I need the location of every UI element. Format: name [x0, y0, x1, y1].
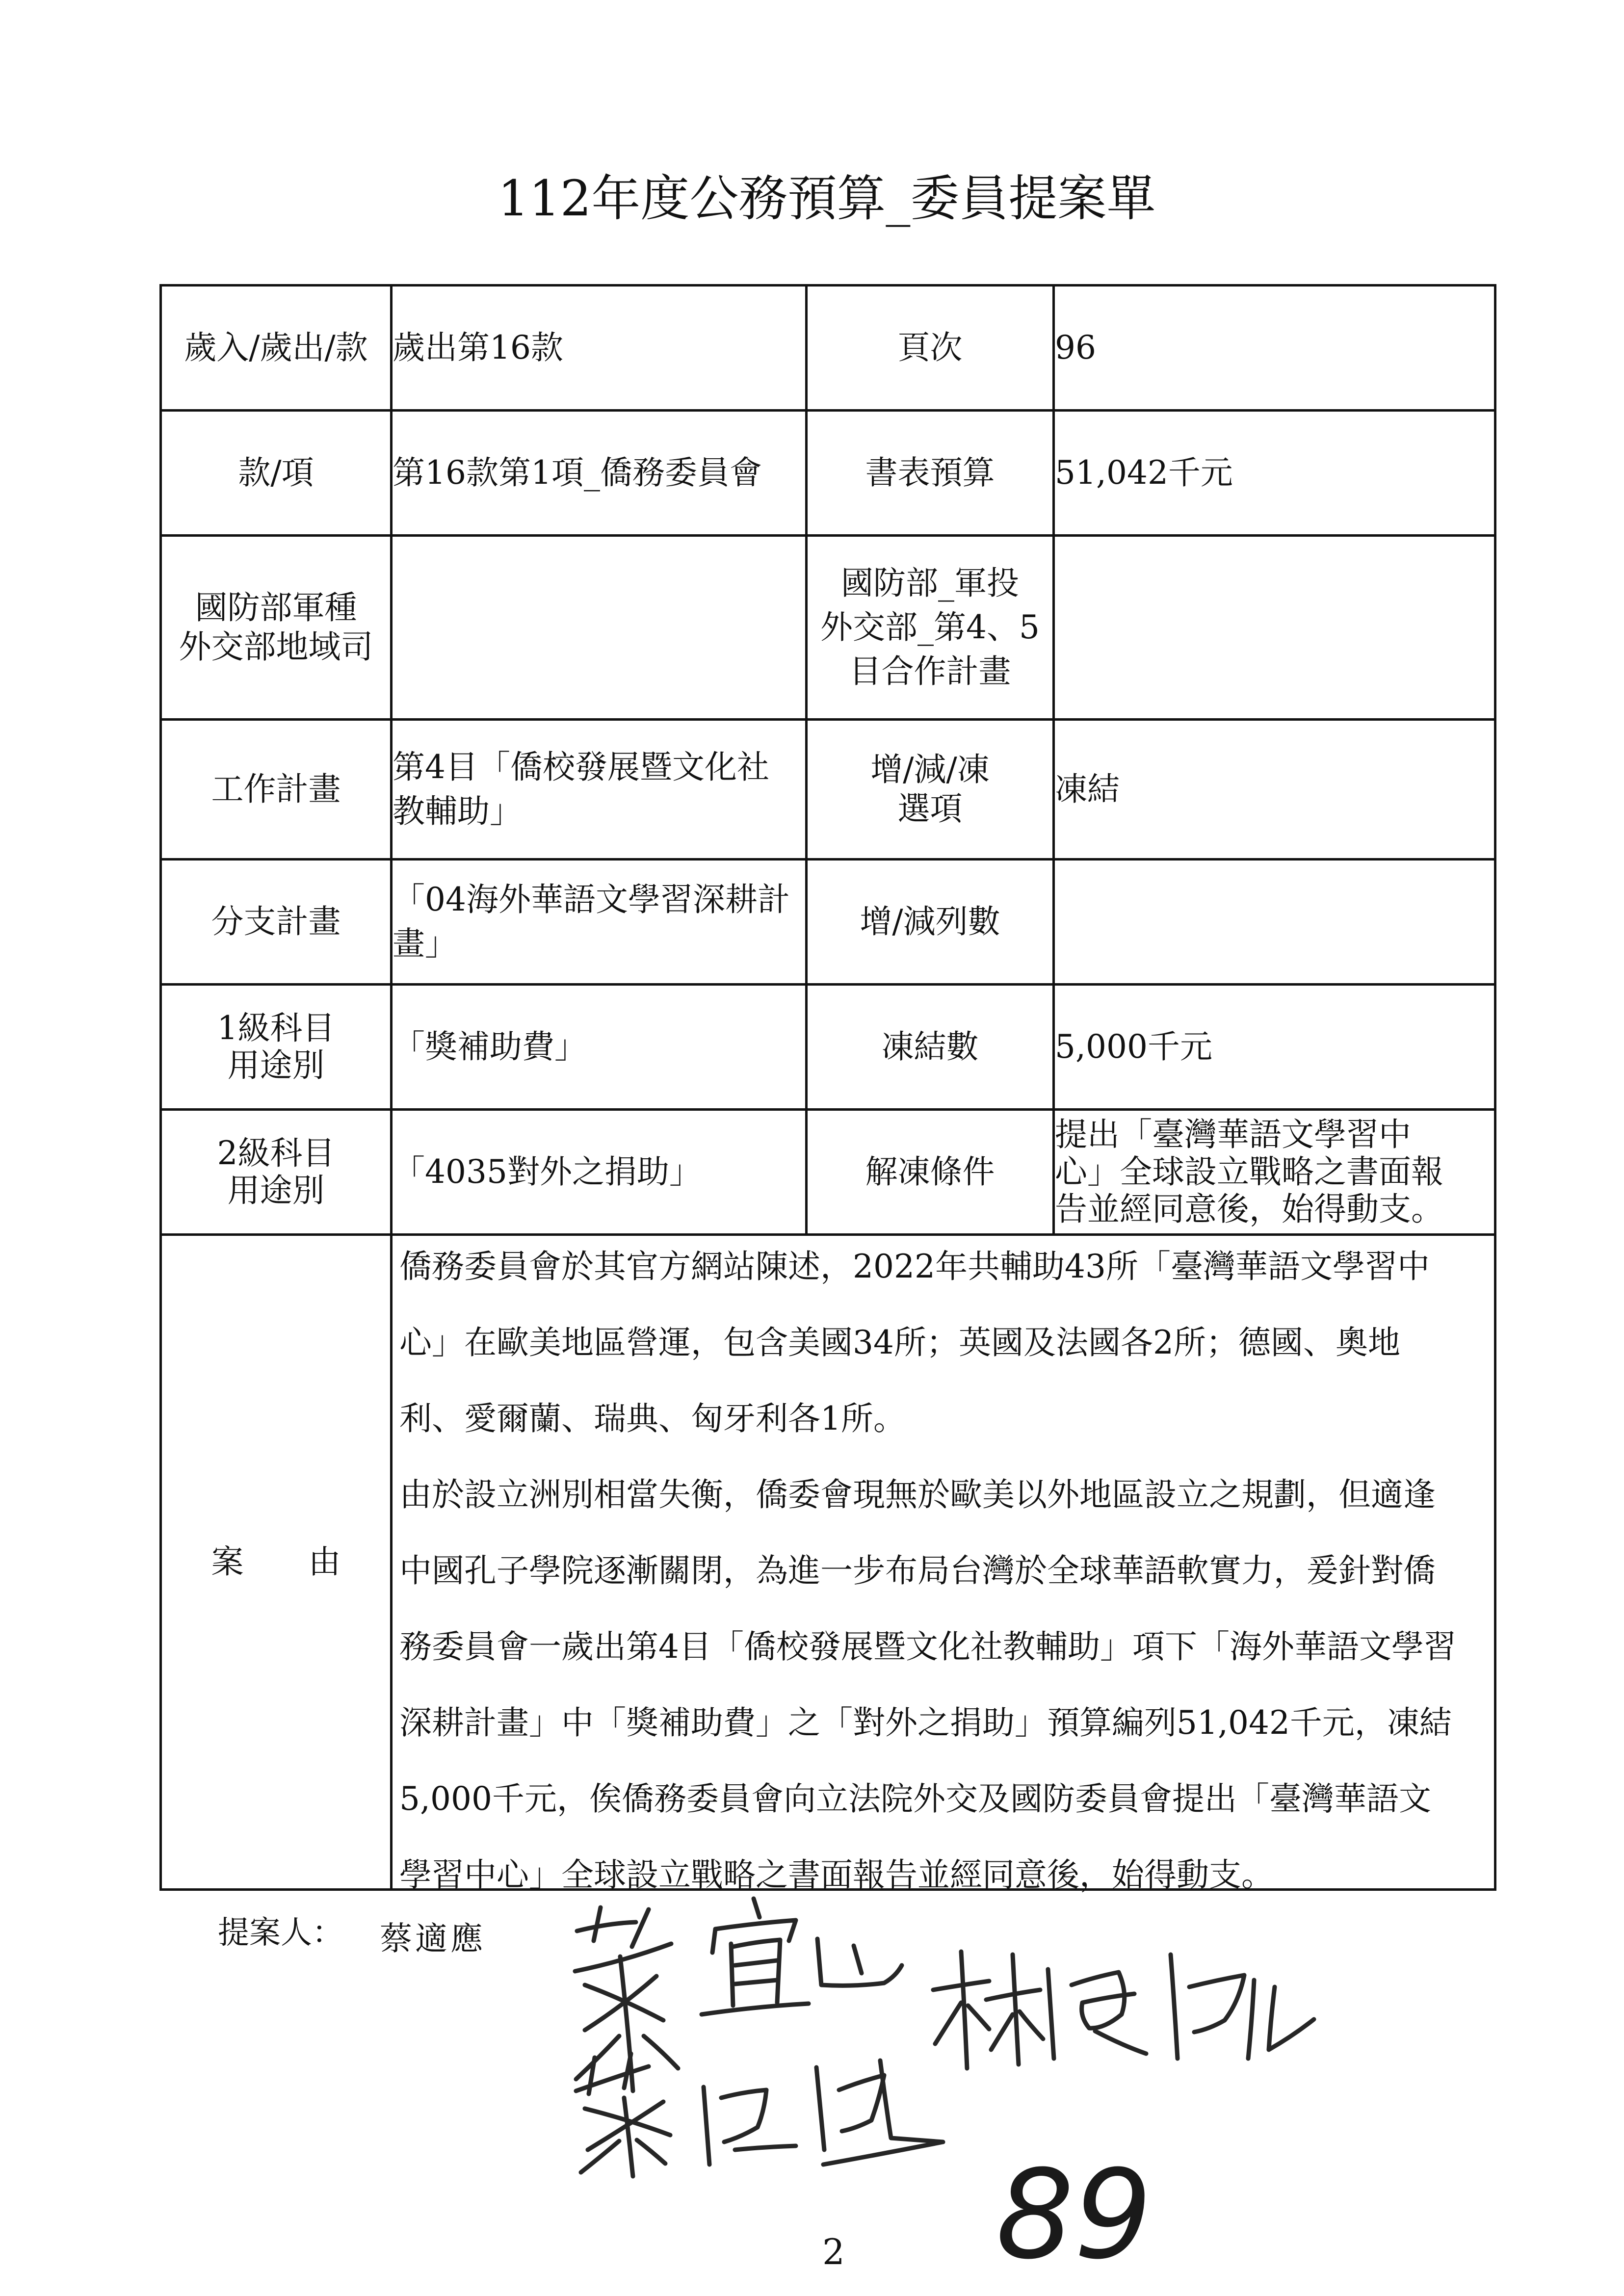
section-item-value [392, 411, 807, 536]
branch-plan-value-line-2: 畫」 [393, 925, 457, 963]
budget-type-value [392, 286, 807, 411]
frozen-amount-value [1054, 985, 1495, 1110]
page-title: 112年度公務預算_委員提案單 [498, 170, 1156, 227]
military-regional-label-line-2: 外交部地域司 [179, 628, 373, 666]
level1-subject-value-text: 「獎補助費」 [393, 1028, 587, 1066]
branch-plan-label-text: 分支計畫 [211, 903, 341, 940]
statement-budget-value [1054, 411, 1495, 536]
case-reason-label [161, 1235, 392, 1890]
cooperation-plan-value [1054, 536, 1495, 720]
frozen-amount-label [807, 985, 1054, 1110]
reason-line: 學習中心」全球設立戰略之書面報告並經同意後，始得動支。 [399, 1855, 1274, 1894]
work-plan-value-line-1: 第4目「僑校發展暨文化社 [393, 748, 769, 786]
budget-type-value-text: 歲出第16款 [393, 329, 563, 366]
level1-subject-value [392, 985, 807, 1110]
statement-budget-value-text: 51,042千元 [1055, 454, 1233, 492]
unfreeze-condition-value-line-1: 提出「臺灣華語文學習中 [1055, 1116, 1411, 1153]
reason-line: 中國孔子學院逐漸關閉，為進一步布局台灣於全球華語軟實力，爰針對僑 [399, 1551, 1436, 1590]
signature-3 [576, 2054, 943, 2176]
level2-subject-label [161, 1110, 392, 1235]
row-branch-plan [161, 860, 1495, 985]
level2-subject-label-line-2: 用途別 [227, 1172, 325, 1209]
level2-subject-label-line-1: 2級科目 [217, 1134, 335, 1172]
reason-paragraph-2 [399, 1457, 1456, 1913]
cooperation-plan-label-line-2: 外交部_第4、5 [820, 608, 1040, 646]
row-level2-subject [161, 1110, 1495, 1235]
unfreeze-condition-label-text: 解凍條件 [865, 1153, 995, 1191]
adjust-amount-value [1054, 860, 1495, 985]
signature-1 [575, 1899, 902, 2091]
reason-paragraph-1 [399, 1228, 1456, 1457]
section-item-value-text: 第16款第1項_僑務委員會 [393, 454, 762, 492]
branch-plan-label [161, 860, 392, 985]
page-ref-label [807, 286, 1054, 411]
military-regional-label [161, 536, 392, 720]
frozen-amount-label-text: 凍結數 [881, 1028, 979, 1066]
work-plan-label-text: 工作計畫 [211, 770, 341, 808]
frozen-amount-value-text: 5,000千元 [1055, 1028, 1212, 1066]
page-ref-value-text: 96 [1055, 329, 1096, 366]
row-section-item [161, 411, 1495, 536]
branch-plan-value [392, 860, 807, 985]
adjust-option-label-line-1: 增/減/凍 [870, 751, 990, 788]
adjust-amount-label [807, 860, 1054, 985]
reason-line: 5,000千元，俟僑務委員會向立法院外交及國防委員會提出「臺灣華語文 [399, 1779, 1431, 1818]
row-work-plan [161, 720, 1495, 860]
case-reason-label-text: 案 由 [211, 1543, 341, 1581]
handwritten-signatures [540, 1889, 1349, 2208]
reason-line: 務委員會一歲出第4目「僑校發展暨文化社教輔助」項下「海外華語文學習 [399, 1627, 1456, 1666]
case-reason-body [393, 1237, 1494, 1894]
cooperation-plan-label-line-3: 目合作計畫 [849, 652, 1011, 690]
level1-subject-label-line-2: 用途別 [227, 1046, 325, 1084]
statement-budget-label-text: 書表預算 [865, 454, 995, 492]
signature-2 [933, 1952, 1314, 2068]
unfreeze-condition-value-line-3: 告並經同意後，始得動支。 [1055, 1190, 1443, 1228]
level1-subject-label [161, 985, 392, 1110]
budget-type-label [161, 286, 392, 411]
work-plan-value-line-2: 教輔助」 [393, 792, 522, 830]
reason-line: 僑務委員會於其官方網站陳述，2022年共輔助43所「臺灣華語文學習中 [399, 1247, 1430, 1285]
budget-type-label-text: 歲入/歲出/款 [184, 329, 368, 366]
row-case-reason [161, 1235, 1495, 1890]
proposer-name: 蔡適應 [380, 1920, 486, 1957]
military-regional-value [392, 536, 807, 720]
branch-plan-value-line-1: 「04海外華語文學習深耕計 [393, 881, 790, 918]
row-level1-subject [161, 985, 1495, 1110]
cooperation-plan-label-line-1: 國防部_軍投 [841, 564, 1019, 602]
work-plan-value [392, 720, 807, 860]
adjust-amount-label-text: 增/減列數 [860, 903, 1000, 940]
unfreeze-condition-value [1054, 1110, 1495, 1235]
adjust-option-label-line-2: 選項 [897, 790, 963, 828]
reason-line: 利、愛爾蘭、瑞典、匈牙利各1所。 [399, 1399, 906, 1437]
cooperation-plan-label [807, 536, 1054, 720]
page-ref-value [1054, 286, 1495, 411]
handwritten-page-note: 89 [996, 2143, 1153, 2286]
reason-line: 心」在歐美地區營運，包含美國34所；英國及法國各2所；德國、奧地 [399, 1323, 1400, 1361]
level2-subject-value-text: 「4035對外之捐助」 [393, 1153, 702, 1191]
statement-budget-label [807, 411, 1054, 536]
reason-line: 由於設立洲別相當失衡，僑委會現無於歐美以外地區設立之規劃，但適逢 [399, 1475, 1436, 1513]
reason-line: 深耕計畫」中「獎補助費」之「對外之捐助」預算編列51,042千元，凍結 [399, 1703, 1452, 1742]
adjust-option-value [1054, 720, 1495, 860]
adjust-option-label [807, 720, 1054, 860]
unfreeze-condition-value-line-2: 心」全球設立戰略之書面報 [1055, 1153, 1443, 1191]
page-ref-label-text: 頁次 [897, 329, 963, 366]
level2-subject-value [392, 1110, 807, 1235]
adjust-option-value-text: 凍結 [1055, 770, 1120, 808]
section-item-label-text: 款/項 [238, 454, 314, 492]
case-reason-lines [399, 1228, 1456, 1913]
unfreeze-condition-label [807, 1110, 1054, 1235]
page-number: 2 [822, 2231, 845, 2272]
military-regional-label-line-1: 國防部軍種 [195, 589, 357, 626]
row-military-regional [161, 536, 1495, 720]
level1-subject-label-line-1: 1級科目 [217, 1009, 335, 1047]
proposal-form-table [159, 284, 1496, 1894]
case-reason-value [392, 1235, 1495, 1894]
work-plan-label [161, 720, 392, 860]
proposer-label: 提案人： [218, 1915, 343, 1951]
row-budget-type [161, 286, 1495, 411]
section-item-label [161, 411, 392, 536]
